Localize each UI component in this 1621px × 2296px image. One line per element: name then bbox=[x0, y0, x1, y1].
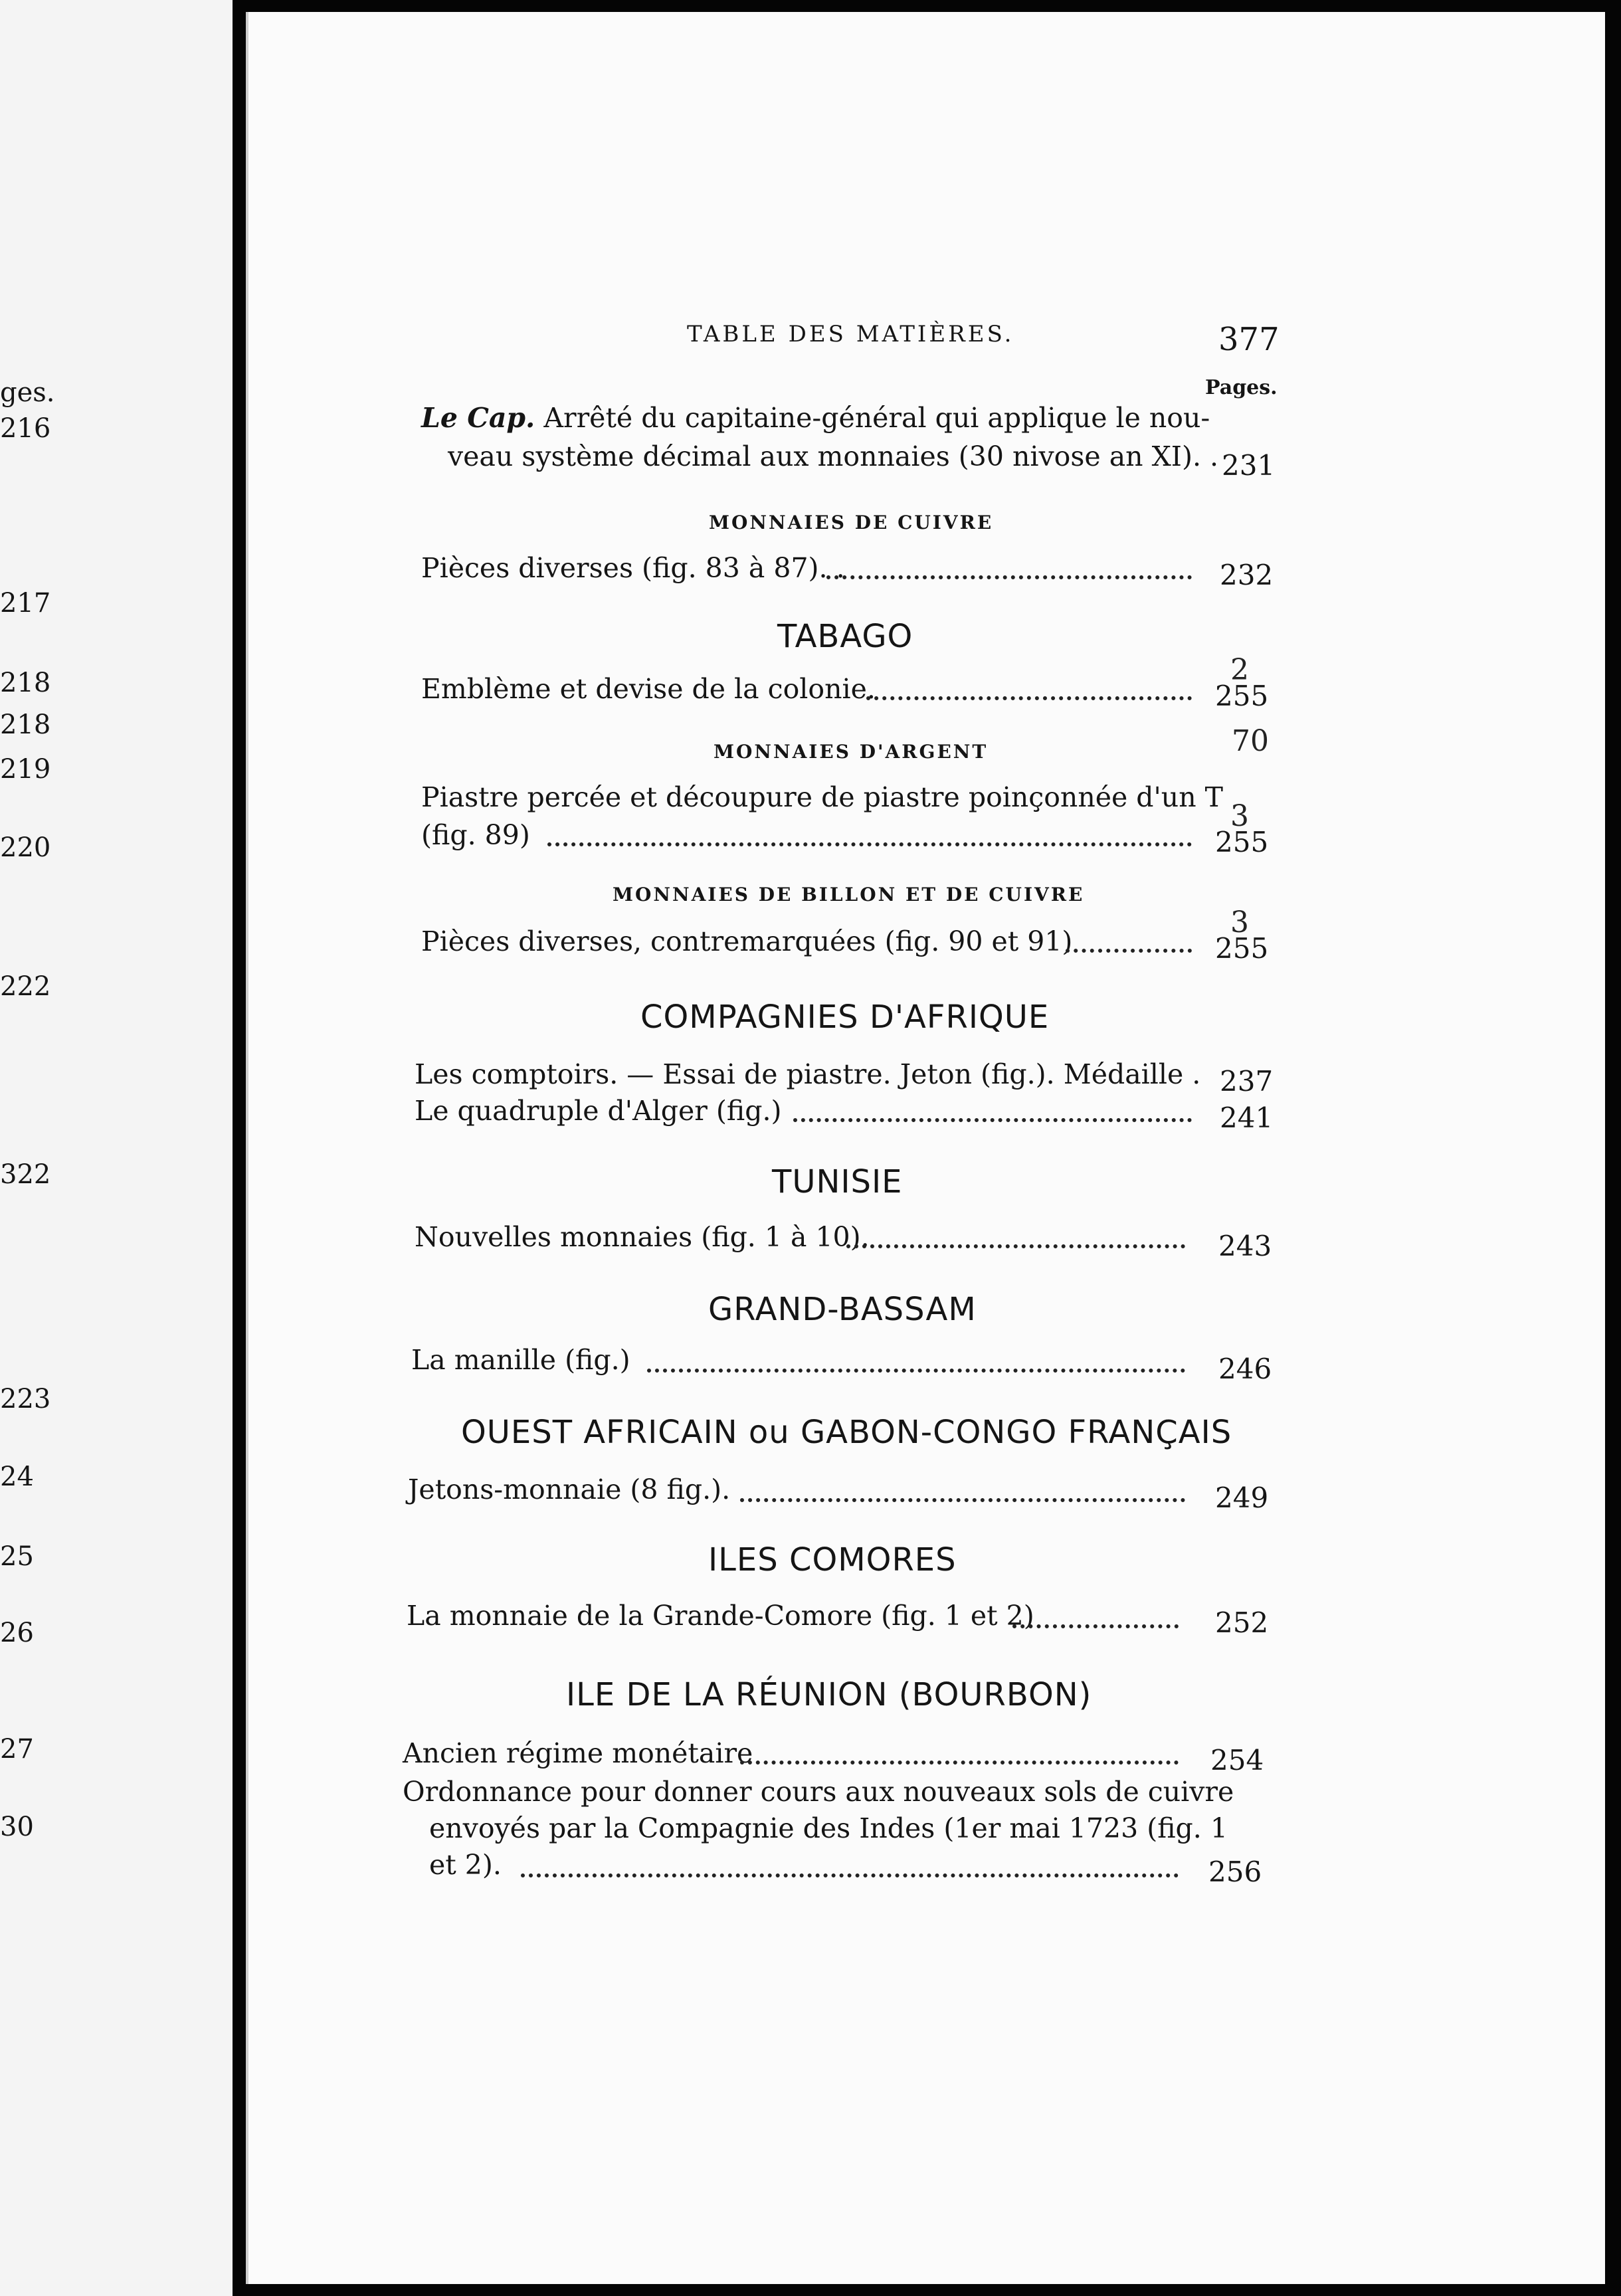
dot-leader bbox=[793, 1118, 1192, 1122]
toc-entry-ancien-regime: Ancien régime monétaire bbox=[403, 1737, 753, 1769]
toc-entry-grande-comore: La monnaie de la Grande-Comore (fig. 1 et 2) bbox=[407, 1600, 1034, 1632]
dot-leader bbox=[647, 1369, 1185, 1373]
toc-entry-contremarquees: Pièces diverses, contremarquées (fig. 90 et 91) bbox=[421, 925, 1073, 957]
left-page-number: 25 bbox=[0, 1541, 34, 1572]
entry-page-number: 254 bbox=[1210, 1744, 1264, 1776]
dot-leader bbox=[846, 1244, 1185, 1248]
toc-entry-piastre-line1: Piastre percée et découpure de piastre poinçonnée d'un T bbox=[421, 781, 1223, 813]
entry-page-number: 249 bbox=[1215, 1482, 1269, 1514]
handwritten-note: 70 bbox=[1232, 724, 1269, 758]
subheading-monnaies-d-argent: MONNAIES D'ARGENT bbox=[714, 741, 989, 763]
entry-page-number: 255 bbox=[1215, 826, 1269, 858]
left-page-number: 322 bbox=[0, 1159, 51, 1190]
toc-entry-pieces-diverses: Pièces diverses (fig. 83 à 87). . bbox=[421, 552, 845, 584]
toc-entry-jetons: Jetons-monnaie (8 fig.). bbox=[408, 1474, 731, 1505]
entry-page-number: 246 bbox=[1218, 1353, 1272, 1385]
toc-entry-piastre-line2: (fig. 89) bbox=[421, 819, 530, 851]
left-page-number: 222 bbox=[0, 971, 51, 1002]
running-head: TABLE DES MATIÈRES. bbox=[687, 321, 1014, 347]
toc-entry-ordonnance-line1: Ordonnance pour donner cours aux nouveaux sols de cuivre bbox=[403, 1776, 1234, 1808]
entry-lead: Le Cap. bbox=[421, 402, 535, 434]
section-title-grand-bassam: GRAND-BASSAM bbox=[708, 1291, 977, 1328]
section-title-compagnies: COMPAGNIES D'AFRIQUE bbox=[640, 999, 1050, 1036]
entry-page-number: 232 bbox=[1220, 559, 1274, 591]
toc-entry-nouvelles-monnaies: Nouvelles monnaies (fig. 1 à 10). bbox=[415, 1221, 870, 1253]
dot-leader bbox=[1066, 949, 1192, 953]
toc-entry-embleme: Emblème et devise de la colonie. bbox=[421, 673, 876, 705]
entry-page-number: 237 bbox=[1220, 1065, 1274, 1098]
section-title-iles-comores: ILES COMORES bbox=[708, 1541, 957, 1578]
entry-page-number: 255 bbox=[1215, 932, 1269, 965]
toc-entry-manille: La manille (fig.) bbox=[411, 1344, 630, 1376]
toc-entry-le-cap-line2: veau système décimal aux monnaies (30 nivose an XI). . bbox=[448, 440, 1219, 472]
left-page-number: 24 bbox=[0, 1462, 34, 1492]
dot-leader bbox=[547, 842, 1192, 846]
entry-page-number: 241 bbox=[1220, 1101, 1274, 1134]
section-title-reunion: ILE DE LA RÉUNION (BOURBON) bbox=[566, 1676, 1092, 1713]
entry-text: Arrêté du capitaine-général qui applique le nou- bbox=[543, 402, 1210, 434]
section-title-tunisie: TUNISIE bbox=[772, 1163, 903, 1200]
left-page-number: 218 bbox=[0, 710, 51, 740]
handwritten-correction: 3 bbox=[1230, 906, 1249, 939]
section-title-tabago: TABAGO bbox=[777, 618, 913, 655]
left-page-number: 220 bbox=[0, 832, 51, 863]
left-page-number: 26 bbox=[0, 1618, 34, 1648]
entry-page-number: 243 bbox=[1218, 1230, 1272, 1262]
entry-page-number: 252 bbox=[1215, 1606, 1269, 1639]
left-page-number: 223 bbox=[0, 1384, 51, 1414]
left-page-number: 216 bbox=[0, 413, 51, 444]
toc-entry-ordonnance-line2: envoyés par la Compagnie des Indes (1er mai 1723 (fig. 1 bbox=[429, 1812, 1228, 1844]
toc-entry-ordonnance-line3: et 2). bbox=[429, 1849, 502, 1881]
subheading-monnaies-de-cuivre: MONNAIES DE CUIVRE bbox=[709, 512, 994, 533]
book-page bbox=[246, 12, 1605, 2284]
dot-leader bbox=[521, 1873, 1179, 1877]
subheading-monnaies-de-billon: MONNAIES DE BILLON ET DE CUIVRE bbox=[613, 884, 1085, 906]
left-page-number: 30 bbox=[0, 1812, 34, 1842]
left-page-label: ges. bbox=[0, 377, 55, 408]
section-title-ouest-africain: OUEST AFRICAIN ou GABON-CONGO FRANÇAIS bbox=[461, 1414, 1232, 1451]
handwritten-correction: 3 bbox=[1230, 799, 1249, 833]
page-number: 377 bbox=[1218, 321, 1280, 358]
toc-entry-le-cap-line1 bbox=[421, 399, 1210, 437]
entry-page-number: 256 bbox=[1208, 1856, 1262, 1888]
left-page-number: 219 bbox=[0, 754, 51, 785]
entry-page-number: 255 bbox=[1215, 680, 1269, 712]
previous-page-edge bbox=[0, 0, 233, 2296]
dot-leader bbox=[1012, 1624, 1179, 1628]
left-page-number: 218 bbox=[0, 668, 51, 698]
dot-leader bbox=[740, 1498, 1185, 1502]
pages-column-label: Pages. bbox=[1205, 376, 1278, 399]
toc-entry-quadruple: Le quadruple d'Alger (fig.) bbox=[415, 1095, 782, 1127]
entry-page-number: 231 bbox=[1222, 449, 1276, 482]
left-page-number: 217 bbox=[0, 588, 51, 619]
toc-entry-comptoirs: Les comptoirs. — Essai de piastre. Jeton (fig.). Médaille . bbox=[415, 1058, 1201, 1090]
dot-leader bbox=[740, 1761, 1179, 1765]
dot-leader bbox=[866, 696, 1192, 700]
dot-leader bbox=[826, 575, 1192, 579]
left-page-number: 27 bbox=[0, 1734, 34, 1765]
handwritten-correction: 2 bbox=[1230, 653, 1249, 687]
